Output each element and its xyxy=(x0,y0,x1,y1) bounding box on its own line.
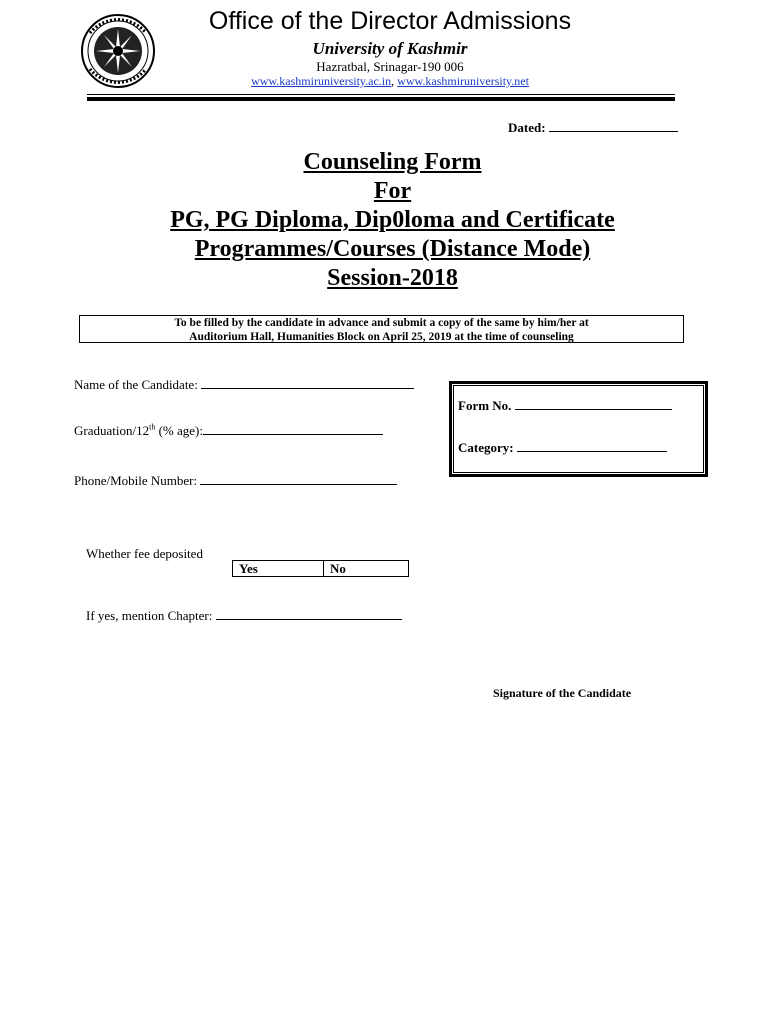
chapter-field xyxy=(86,608,402,624)
instruction-notice xyxy=(79,315,684,343)
header-rule-thin xyxy=(87,94,675,95)
dated-blank[interactable] xyxy=(549,131,678,132)
form-title-line-2: For xyxy=(373,178,412,204)
form-title-line-1: Counseling Form xyxy=(303,149,482,175)
fee-deposited-label: Whether fee deposited xyxy=(86,546,203,561)
form-no-blank[interactable] xyxy=(515,409,672,410)
university-name: University of Kashmir xyxy=(312,39,468,58)
category-blank[interactable] xyxy=(517,451,667,452)
form-no-label: Form No. xyxy=(458,398,512,413)
link-separator: , xyxy=(391,74,398,88)
form-title-line-5: Session-2018 xyxy=(327,265,458,291)
graduation-label: Graduation/12th (% age): xyxy=(74,423,203,439)
chapter-label: If yes, mention Chapter: xyxy=(86,608,213,623)
header-rule-thick xyxy=(87,97,675,101)
name-field xyxy=(74,377,414,393)
website-link-ac-in[interactable]: www.kashmiruniversity.ac.in xyxy=(251,74,392,88)
website-link-net[interactable]: www.kashmiruniversity.net xyxy=(397,74,529,88)
form-title-line-3: PG, PG Diploma, Dip0loma and Certificate xyxy=(170,207,615,233)
dated-field xyxy=(508,120,678,136)
dated-label: Dated: xyxy=(508,120,546,135)
website-links xyxy=(150,74,630,89)
graduation-blank[interactable] xyxy=(203,434,383,435)
chapter-blank[interactable] xyxy=(216,619,402,620)
name-blank[interactable] xyxy=(201,388,414,389)
university-address: Hazratbal, Srinagar-190 006 xyxy=(316,59,464,74)
fee-deposited-options xyxy=(232,560,409,577)
phone-field xyxy=(74,473,397,489)
notice-line-2: Auditorium Hall, Humanities Block on April 25, 2019 at the time of counseling xyxy=(189,330,574,343)
form-title-line-4: Programmes/Courses (Distance Mode) xyxy=(194,236,591,262)
graduation-field xyxy=(74,423,383,439)
signature-label: Signature of the Candidate xyxy=(493,686,632,700)
phone-blank[interactable] xyxy=(200,484,397,485)
fee-yes-option[interactable]: Yes xyxy=(233,561,324,576)
fee-no-option[interactable]: No xyxy=(330,561,346,576)
category-field xyxy=(458,440,667,456)
university-logo-icon xyxy=(80,13,156,89)
phone-label: Phone/Mobile Number: xyxy=(74,473,198,488)
category-label: Category: xyxy=(458,440,514,455)
notice-line-1: To be filled by the candidate in advance and submit a copy of the same by him/her at xyxy=(174,317,589,329)
office-title: Office of the Director Admissions xyxy=(208,7,572,35)
form-no-field xyxy=(458,398,672,414)
name-label: Name of the Candidate: xyxy=(74,377,198,392)
